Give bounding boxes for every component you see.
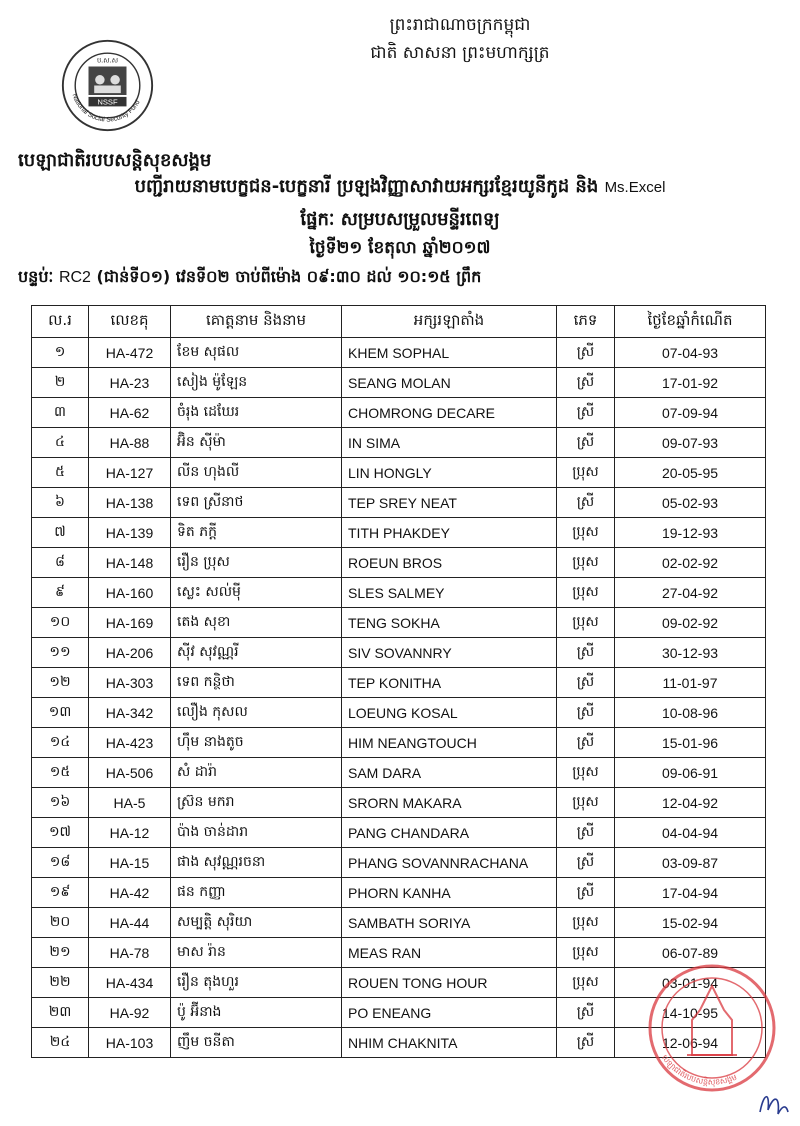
cell-no: ២២ [32, 968, 89, 998]
department-line: ផ្នែកៈ សម្របសម្រួលមន្ទីរពេទ្យ [300, 209, 500, 230]
cell-khmer-name: សម្បត្តិ សុរិយា [171, 908, 342, 938]
cell-khmer-name: អ៊ិន ស៊ីម៉ា [171, 428, 342, 458]
cell-no: ២៤ [32, 1028, 89, 1058]
col-header-dob: ថ្ងៃខែឆ្នាំកំណើត [615, 306, 766, 338]
col-header-code: លេខគុ [89, 306, 171, 338]
cell-code: HA-148 [89, 548, 171, 578]
official-seal [632, 960, 782, 1100]
cell-gender: ប្រុស [557, 758, 615, 788]
cell-code: HA-423 [89, 728, 171, 758]
session-prefix: បន្ទប់ៈ [18, 267, 54, 286]
cell-latin-name: TEP SREY NEAT [342, 488, 557, 518]
table-row [32, 578, 766, 608]
cell-khmer-name: តេង សុខា [171, 608, 342, 638]
cell-latin-name: TEP KONITHA [342, 668, 557, 698]
cell-code: HA-78 [89, 938, 171, 968]
cell-code: HA-506 [89, 758, 171, 788]
cell-gender: ស្រី [557, 728, 615, 758]
cell-latin-name: PANG CHANDARA [342, 818, 557, 848]
cell-no: ១៣ [32, 698, 89, 728]
organization-name: បេឡាជាតិរបបសន្តិសុខសង្គម [18, 150, 212, 171]
cell-khmer-name: លីន ហុងលី [171, 458, 342, 488]
cell-latin-name: SAM DARA [342, 758, 557, 788]
cell-khmer-name: សៀង ម៉ូឡែន [171, 368, 342, 398]
cell-khmer-name: ប៉ូ អ៊ីនាង [171, 998, 342, 1028]
table-row [32, 728, 766, 758]
table-row [32, 548, 766, 578]
document-title-latin: Ms.Excel [604, 179, 666, 196]
cell-latin-name: MEAS RAN [342, 938, 557, 968]
cell-dob: 09-07-93 [615, 428, 766, 458]
cell-code: HA-103 [89, 1028, 171, 1058]
table-row [32, 818, 766, 848]
cell-code: HA-206 [89, 638, 171, 668]
cell-khmer-name: ទិត ភក្តី [171, 518, 342, 548]
cell-gender: ស្រី [557, 668, 615, 698]
cell-khmer-name: ហ៊ឹម នាងតូច [171, 728, 342, 758]
date-line: ថ្ងៃទី២១ ខែតុលា ឆ្នាំ២០១៧ [309, 238, 491, 258]
cell-khmer-name: ញឹម ចនីតា [171, 1028, 342, 1058]
session-details: (ជាន់ទី០១) វេនទី០២ ចាប់ពីម៉ោង ០៩:៣០ ដល់ ១០:១៥ ព្រឹក [96, 267, 482, 286]
cell-code: HA-472 [89, 338, 171, 368]
document-title [0, 174, 800, 201]
cell-no: ១២ [32, 668, 89, 698]
col-header-latin-name: អក្សរឡាតាំង [342, 306, 557, 338]
cell-gender: ស្រី [557, 698, 615, 728]
cell-code: HA-139 [89, 518, 171, 548]
cell-dob: 17-01-92 [615, 368, 766, 398]
cell-latin-name: CHOMRONG DECARE [342, 398, 557, 428]
cell-khmer-name: ស្លេះ សល់មុី [171, 578, 342, 608]
cell-gender: ស្រី [557, 1028, 615, 1058]
cell-latin-name: IN SIMA [342, 428, 557, 458]
cell-dob: 02-02-92 [615, 548, 766, 578]
session-room: RC2 [58, 269, 91, 286]
table-row [32, 608, 766, 638]
cell-latin-name: TENG SOKHA [342, 608, 557, 638]
cell-khmer-name: រឿន តុងហួរ [171, 968, 342, 998]
col-header-khmer-name: គោត្តនាម និងនាម [171, 306, 342, 338]
cell-khmer-name: លឿង កុសល [171, 698, 342, 728]
cell-latin-name: NHIM CHAKNITA [342, 1028, 557, 1058]
cell-no: ១៨ [32, 848, 89, 878]
cell-dob: 27-04-92 [615, 578, 766, 608]
cell-dob: 15-01-96 [615, 728, 766, 758]
motto-heading: ជាតិ សាសនា ព្រះមហាក្សត្រ [370, 43, 550, 63]
cell-dob: 30-12-93 [615, 638, 766, 668]
cell-no: ១ [32, 338, 89, 368]
cell-latin-name: SEANG MOLAN [342, 368, 557, 398]
cell-dob: 03-01-94 [615, 968, 766, 998]
cell-no: ១៩ [32, 878, 89, 908]
cell-no: ២ [32, 368, 89, 398]
table-row [32, 848, 766, 878]
table-row [32, 698, 766, 728]
cell-gender: ស្រី [557, 638, 615, 668]
cell-dob: 10-08-96 [615, 698, 766, 728]
cell-code: HA-88 [89, 428, 171, 458]
cell-dob: 07-09-94 [615, 398, 766, 428]
cell-code: HA-12 [89, 818, 171, 848]
cell-khmer-name: ស្រ៊ន មករា [171, 788, 342, 818]
cell-latin-name: HIM NEANGTOUCH [342, 728, 557, 758]
cell-dob: 09-02-92 [615, 608, 766, 638]
cell-gender: ប្រុស [557, 548, 615, 578]
cell-latin-name: ROUEN TONG HOUR [342, 968, 557, 998]
cell-code: HA-303 [89, 668, 171, 698]
cell-gender: ប្រុស [557, 518, 615, 548]
table-row [32, 878, 766, 908]
cell-latin-name: ROEUN BROS [342, 548, 557, 578]
cell-no: ២៣ [32, 998, 89, 1028]
cell-code: HA-342 [89, 698, 171, 728]
cell-latin-name: SRORN MAKARA [342, 788, 557, 818]
cell-dob: 17-04-94 [615, 878, 766, 908]
table-row [32, 428, 766, 458]
cell-no: ៨ [32, 548, 89, 578]
logo-top-text: ប.ស.ស [96, 56, 119, 65]
table-row [32, 458, 766, 488]
cell-dob: 11-01-97 [615, 668, 766, 698]
cell-code: HA-127 [89, 458, 171, 488]
cell-dob: 12-06-94 [615, 1028, 766, 1058]
cell-code: HA-23 [89, 368, 171, 398]
cell-code: HA-62 [89, 398, 171, 428]
seal-text: បេឡាជាតិរបបសន្តិសុខសង្គម [659, 1053, 739, 1087]
cell-no: ២១ [32, 938, 89, 968]
cell-khmer-name: ស៊ីវ សុវណ្ណរី [171, 638, 342, 668]
cell-khmer-name: ខែម សុផល [171, 338, 342, 368]
cell-code: HA-169 [89, 608, 171, 638]
cell-latin-name: LOEUNG KOSAL [342, 698, 557, 728]
cell-no: ៥ [32, 458, 89, 488]
col-header-no: ល.រ [32, 306, 89, 338]
cell-code: HA-15 [89, 848, 171, 878]
cell-gender: ស្រី [557, 398, 615, 428]
cell-code: HA-160 [89, 578, 171, 608]
cell-no: ៣ [32, 398, 89, 428]
cell-no: ១០ [32, 608, 89, 638]
table-row [32, 668, 766, 698]
cell-no: ២០ [32, 908, 89, 938]
cell-dob: 19-12-93 [615, 518, 766, 548]
cell-gender: ស្រី [557, 488, 615, 518]
cell-no: ៦ [32, 488, 89, 518]
cell-gender: ស្រី [557, 428, 615, 458]
cell-khmer-name: ចំរុង ដេឃែរ [171, 398, 342, 428]
cell-khmer-name: ទេព កនិ្ថថា [171, 668, 342, 698]
cell-khmer-name: ផាង សុវណ្ណរចនា [171, 848, 342, 878]
cell-no: ៩ [32, 578, 89, 608]
cell-latin-name: PHORN KANHA [342, 878, 557, 908]
cell-gender: ប្រុស [557, 908, 615, 938]
signature-mark [752, 1082, 792, 1122]
cell-no: ៧ [32, 518, 89, 548]
table-row [32, 788, 766, 818]
table-row [32, 638, 766, 668]
table-row [32, 518, 766, 548]
cell-dob: 15-02-94 [615, 908, 766, 938]
table-header-row [32, 306, 766, 338]
document-title-khmer: បញ្ជីរាយនាមបេក្ខជន-បេក្ខនារី ប្រឡងវិញ្ញាសាវាយអក្សរខ្មែរយូនីកូដ និង [134, 176, 599, 197]
logo-ring-text: National Social Security Fund [70, 92, 142, 124]
cell-dob: 20-05-95 [615, 458, 766, 488]
cell-khmer-name: រឿន ប្រុស [171, 548, 342, 578]
cell-gender: ស្រី [557, 998, 615, 1028]
cell-gender: ប្រុស [557, 968, 615, 998]
cell-no: ៤ [32, 428, 89, 458]
cell-khmer-name: ប៉ាង ចាន់ដារា [171, 818, 342, 848]
cell-gender: ស្រី [557, 338, 615, 368]
cell-latin-name: SAMBATH SORIYA [342, 908, 557, 938]
nssf-logo [60, 38, 155, 133]
cell-code: HA-5 [89, 788, 171, 818]
cell-gender: ប្រុស [557, 458, 615, 488]
cell-dob: 03-09-87 [615, 848, 766, 878]
table-row [32, 758, 766, 788]
cell-gender: ប្រុស [557, 608, 615, 638]
table-row [32, 908, 766, 938]
cell-no: ១៦ [32, 788, 89, 818]
cell-dob: 06-07-89 [615, 938, 766, 968]
cell-gender: ប្រុស [557, 938, 615, 968]
cell-code: HA-42 [89, 878, 171, 908]
cell-khmer-name: មាស រ៉ាន [171, 938, 342, 968]
cell-code: HA-92 [89, 998, 171, 1028]
cell-latin-name: SLES SALMEY [342, 578, 557, 608]
cell-code: HA-434 [89, 968, 171, 998]
cell-dob: 07-04-93 [615, 338, 766, 368]
col-header-gender: ភេទ [557, 306, 615, 338]
table-row [32, 338, 766, 368]
candidate-table [31, 305, 766, 1058]
cell-gender: ស្រី [557, 848, 615, 878]
cell-latin-name: PHANG SOVANNRACHANA [342, 848, 557, 878]
cell-latin-name: SIV SOVANNRY [342, 638, 557, 668]
cell-dob: 12-04-92 [615, 788, 766, 818]
cell-khmer-name: ទេព ស្រីនាថ [171, 488, 342, 518]
cell-gender: ស្រី [557, 878, 615, 908]
cell-no: ១៥ [32, 758, 89, 788]
cell-no: ១៤ [32, 728, 89, 758]
cell-no: ១៧ [32, 818, 89, 848]
cell-gender: ប្រុស [557, 578, 615, 608]
cell-no: ១១ [32, 638, 89, 668]
cell-dob: 14-10-95 [615, 998, 766, 1028]
cell-gender: ស្រី [557, 368, 615, 398]
cell-latin-name: TITH PHAKDEY [342, 518, 557, 548]
cell-dob: 05-02-93 [615, 488, 766, 518]
cell-latin-name: PO ENEANG [342, 998, 557, 1028]
table-row [32, 398, 766, 428]
cell-dob: 09-06-91 [615, 758, 766, 788]
table-row [32, 488, 766, 518]
cell-gender: ស្រី [557, 818, 615, 848]
cell-gender: ប្រុស [557, 788, 615, 818]
cell-khmer-name: ផន កញ្ញា [171, 878, 342, 908]
cell-code: HA-138 [89, 488, 171, 518]
logo-abbr: NSSF [97, 97, 118, 107]
table-row [32, 368, 766, 398]
cell-khmer-name: សំ ដារ៉ា [171, 758, 342, 788]
cell-code: HA-44 [89, 908, 171, 938]
session-line [18, 266, 481, 290]
kingdom-heading: ព្រះរាជាណាចក្រកម្ពុជា [389, 15, 531, 35]
cell-latin-name: KHEM SOPHAL [342, 338, 557, 368]
cell-dob: 04-04-94 [615, 818, 766, 848]
cell-latin-name: LIN HONGLY [342, 458, 557, 488]
